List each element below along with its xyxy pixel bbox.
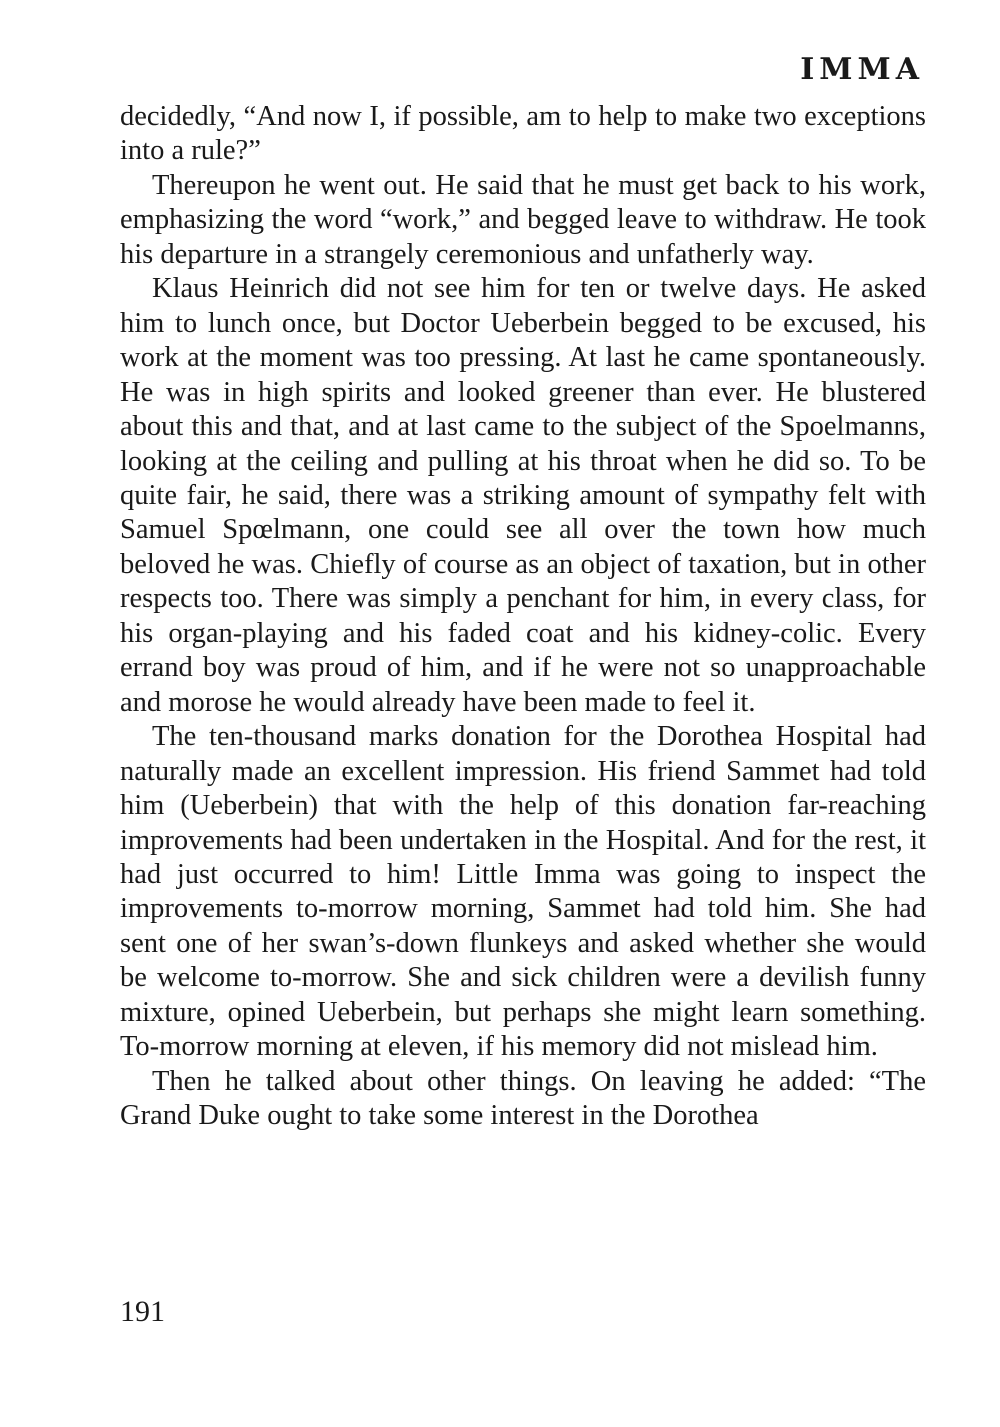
paragraph: Klaus Heinrich did not see him for ten or twelve days. He asked him to lunch once, but Doctor Ueberbein begged to be excused, his work at the moment was too pressing. At last he came spontaneously. He was in high spirits and looked greener than ever. He blustered about this and that, and at last came to the subject of the Spoelmanns, looking at the ceiling and pulling at his throat when he did so. To be quite fair, he said, there was a striking amount of sympathy felt with Samuel Spœlmann, one could see all over the town how much beloved he was. Chiefly of course as an object of taxation, but in other respects too. There was simply a penchant for him, in every class, for his organ-playing and his faded coat and his kidney-colic. Every errand boy was proud of him, and if he were not so unapproachable and morose he would already have been made to feel it. xyxy=(120,273,926,718)
running-head: IMMA xyxy=(800,52,924,87)
paragraph: Then he talked about other things. On leaving he added: “The Grand Duke ought to take some interest in the Dorothea xyxy=(120,1065,926,1132)
body-text xyxy=(120,100,926,1134)
paragraph-continuation: decidedly, “And now I, if possible, am to help to make two exceptions into a rule?” xyxy=(120,101,926,167)
paragraph: The ten-thousand marks donation for the Dorothea Hospital had naturally made an excellent impression. His friend Sammet had told him (Ueberbein) that with the help of this donation far-reaching improvements had been undertaken in the Hospital. And for the rest, it had just occurred to him! Little Imma was going to inspect the improvements to-morrow morning, Sammet had told him. She had sent one of her swan’s-down flunkeys and asked whether she would be welcome to-morrow. She and sick children were a devilish funny mixture, opined Ueberbein, but perhaps she might learn something. To-morrow morning at eleven, if his memory did not mislead him. xyxy=(120,721,926,1063)
page-number: 191 xyxy=(120,1295,165,1328)
paragraph: Thereupon he went out. He said that he must get back to his work, emphasizing the word “work,” and begged leave to withdraw. He took his departure in a strangely ceremonious and unfatherly way. xyxy=(120,169,926,270)
